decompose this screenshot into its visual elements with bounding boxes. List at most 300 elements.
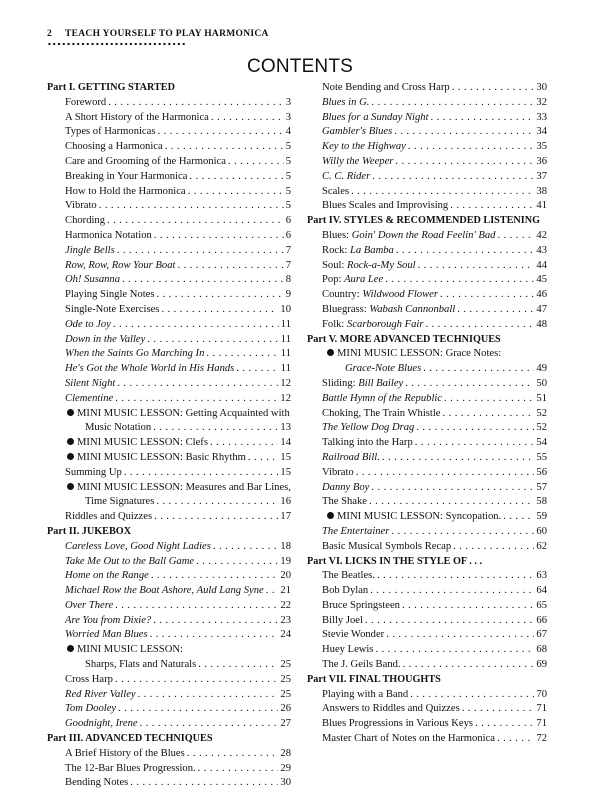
dot-leader: [394, 125, 534, 140]
entry-title: [322, 125, 392, 140]
page-ref: 69: [536, 659, 547, 671]
entry-title: [65, 347, 204, 362]
entry-title: [322, 318, 423, 333]
toc-entry[interactable]: [47, 407, 291, 422]
entry-italic-title: Rock-a-My Soul: [347, 259, 416, 271]
entry-title: [322, 140, 406, 155]
page-ref: 19: [280, 555, 291, 567]
page-ref: 10: [280, 303, 291, 315]
entry-text: Breaking in Your Harmonica: [65, 170, 188, 182]
page-ref: 12: [280, 377, 291, 389]
entry-text: Vibrato: [322, 466, 354, 478]
entry-italic-title: Clementine: [65, 392, 114, 404]
dot-leader: [165, 140, 284, 155]
dot-leader: [248, 451, 278, 466]
dot-leader: [140, 717, 279, 732]
entry-italic-title: Danny Boy: [322, 481, 370, 493]
entry-title: [65, 540, 211, 555]
entry-text: Note Bending and Cross Harp: [322, 82, 450, 93]
dot-leader: [147, 333, 278, 348]
toc-entry[interactable]: [307, 466, 547, 481]
toc-entry[interactable]: [307, 273, 547, 288]
page-ref: 42: [536, 229, 547, 241]
running-header: [47, 29, 269, 39]
toc-entry[interactable]: [47, 569, 291, 584]
toc-entry[interactable]: [307, 318, 547, 333]
toc-entry[interactable]: [47, 362, 291, 377]
toc-entry[interactable]: [307, 688, 547, 703]
dot-leader: [503, 510, 534, 525]
toc-entry[interactable]: [307, 481, 547, 496]
entry-title: [65, 555, 194, 570]
dot-leader: [236, 362, 278, 377]
page-ref: 44: [536, 259, 547, 271]
entry-italic-title: Gambler's Blues: [322, 126, 393, 138]
page-ref: 27: [280, 718, 291, 730]
toc-entry[interactable]: [307, 569, 547, 584]
entry-title: [322, 599, 400, 614]
page-ref: 15: [280, 466, 291, 478]
entry-title: [65, 259, 175, 274]
entry-title: [322, 732, 495, 747]
dot-leader: [213, 540, 279, 555]
entry-title: [322, 273, 383, 288]
toc-entry[interactable]: [307, 81, 547, 96]
dot-leader: [440, 288, 534, 303]
toc-entry[interactable]: [47, 214, 291, 229]
dot-leader: [153, 421, 278, 436]
entry-text: Sliding:: [322, 377, 359, 389]
entry-title: [345, 362, 421, 377]
entry-title: [322, 96, 369, 111]
page-ref: 48: [536, 318, 547, 330]
dot-leader: [371, 96, 534, 111]
dot-leader: [198, 762, 279, 777]
dotted-rule: [47, 42, 187, 46]
entry-italic-title: Battle Hymn of the Republic: [322, 392, 443, 404]
entry-title: [322, 303, 455, 318]
page-ref: 5: [285, 141, 291, 153]
page-ref: 36: [536, 155, 547, 167]
toc-entry[interactable]: [47, 111, 291, 126]
toc-entry[interactable]: [307, 155, 547, 170]
toc-entry[interactable]: [47, 140, 291, 155]
dot-leader: [206, 347, 278, 362]
part-heading: [307, 555, 547, 570]
toc-entry[interactable]: [47, 451, 291, 466]
toc-entry[interactable]: [307, 614, 547, 629]
entry-title: [307, 333, 501, 348]
page-ref: 45: [536, 274, 547, 286]
entry-text: Part VI. LICKS IN THE STYLE OF . . .: [307, 555, 483, 567]
toc-entry[interactable]: [307, 125, 547, 140]
toc-entry[interactable]: [47, 702, 291, 717]
entry-italic-title: Willy the Weeper: [322, 155, 394, 167]
entry-italic-title: He's Got the Whole World in His Hands: [65, 363, 235, 375]
page-ref: 4: [285, 126, 291, 138]
entry-title: [65, 96, 106, 111]
entry-italic-title: When the Saints Go Marching In: [65, 348, 205, 360]
toc-entry[interactable]: [47, 259, 291, 274]
toc-entry[interactable]: [47, 628, 291, 643]
entry-text: Music Notation: [85, 422, 152, 434]
toc-entry[interactable]: [307, 96, 547, 111]
page-ref: 52: [536, 407, 547, 419]
entry-text: Blues Scales and Improvising: [322, 200, 449, 212]
entry-italic-title: Silent Night: [65, 377, 116, 389]
toc-entry[interactable]: [47, 244, 291, 259]
page-ref: 71: [536, 718, 547, 730]
page-ref: 67: [536, 629, 547, 641]
toc-entry[interactable]: [47, 185, 291, 200]
entry-title: [47, 732, 212, 747]
toc-entry[interactable]: [47, 466, 291, 481]
entry-title: [322, 584, 368, 599]
entry-title: [322, 111, 429, 126]
entry-title: [322, 81, 450, 96]
toc-entry[interactable]: [307, 199, 547, 214]
page-title: CONTENTS: [246, 56, 354, 77]
entry-italic-title: C. C. Rider: [322, 170, 371, 182]
entry-title: [65, 466, 122, 481]
toc-entry[interactable]: [47, 747, 291, 762]
toc-entry[interactable]: [47, 288, 291, 303]
entry-text: The J. Geils Band.: [322, 659, 401, 671]
dot-leader: [198, 658, 278, 673]
toc-entry[interactable]: [47, 762, 291, 777]
dot-leader: [391, 525, 534, 540]
toc-entry[interactable]: [47, 392, 291, 407]
entry-title: [65, 303, 159, 318]
entry-title: [65, 140, 163, 155]
dot-leader: [117, 244, 284, 259]
page-ref: 6: [285, 229, 291, 241]
page-ref: 60: [536, 525, 547, 537]
page-ref: 30: [280, 777, 291, 789]
toc-entry[interactable]: [47, 318, 291, 333]
toc-entry[interactable]: [47, 599, 291, 614]
toc-entry[interactable]: [307, 628, 547, 643]
toc-entry[interactable]: [47, 155, 291, 170]
entry-title: [65, 185, 186, 200]
entry-text: Time Signatures: [85, 496, 155, 508]
entry-title: [322, 229, 495, 244]
page-ref: 16: [280, 496, 291, 508]
toc-entry[interactable]: [307, 643, 547, 658]
entry-text: MINI MUSIC LESSON: Grace Notes:: [337, 348, 502, 360]
dot-leader: [117, 377, 278, 392]
entry-title: [327, 510, 501, 525]
page-ref: 5: [285, 170, 291, 182]
dot-leader: [107, 214, 284, 229]
page-ref: 15: [280, 451, 291, 463]
entry-italic-title: Wabash Cannonball: [369, 303, 456, 315]
toc-entry[interactable]: [307, 407, 547, 422]
entry-title: [322, 288, 438, 303]
entry-text: Part V. MORE ADVANCED TECHNIQUES: [307, 333, 501, 345]
toc-entry[interactable]: [307, 421, 547, 436]
entry-title: [322, 377, 403, 392]
page-ref: 12: [280, 392, 291, 404]
entry-title: [67, 436, 208, 451]
toc-entry[interactable]: [307, 599, 547, 614]
entry-italic-title: Goodnight, Irene: [65, 718, 138, 730]
dot-leader: [444, 392, 534, 407]
entry-title: [65, 702, 116, 717]
entry-text: Stevie Wonder: [322, 629, 385, 641]
entry-title: [322, 628, 384, 643]
entry-text: MINI MUSIC LESSON: Clefs: [77, 437, 208, 449]
page-ref: 7: [285, 259, 291, 271]
dot-leader: [497, 732, 534, 747]
page-ref: 46: [536, 289, 547, 301]
entry-text: The 12-Bar Blues Progression.: [65, 762, 196, 774]
toc-entry[interactable]: [47, 377, 291, 392]
entry-text: Master Chart of Notes on the Harmonica: [322, 733, 495, 745]
entry-title: [322, 199, 448, 214]
toc-entry[interactable]: [47, 333, 291, 348]
toc-entry[interactable]: [307, 362, 547, 377]
entry-italic-title: Blues for a Sunday Night: [322, 111, 429, 123]
toc-entry[interactable]: [47, 421, 291, 436]
toc-entry[interactable]: [307, 229, 547, 244]
part-heading: [47, 81, 291, 96]
dot-leader: [351, 185, 534, 200]
entry-text: Pop:: [322, 274, 345, 286]
toc-entry[interactable]: [307, 540, 547, 555]
page-ref: 25: [280, 673, 291, 685]
entry-text: A Brief History of the Blues: [65, 747, 185, 759]
entry-title: [322, 155, 393, 170]
entry-text: Part III. ADVANCED TECHNIQUES: [47, 733, 213, 745]
entry-text: MINI MUSIC LESSON: Measures and Bar Lines,: [77, 481, 291, 493]
toc-entry[interactable]: [307, 510, 547, 525]
page-ref: 11: [280, 348, 291, 360]
dot-leader: [382, 451, 535, 466]
entry-title: [85, 658, 196, 673]
part-heading: [307, 333, 547, 348]
dot-leader: [211, 111, 284, 126]
toc-entry[interactable]: [307, 259, 547, 274]
entry-italic-title: Goin' Down the Road Feelin' Bad: [351, 229, 496, 241]
bullet-icon: [67, 453, 74, 460]
dot-leader: [403, 658, 535, 673]
entry-italic-title: Blues in G.: [322, 96, 370, 108]
entry-title: [322, 259, 416, 274]
toc-entry[interactable]: [47, 125, 291, 140]
toc-entry[interactable]: [47, 688, 291, 703]
dot-leader: [115, 599, 278, 614]
entry-title: [65, 510, 152, 525]
entry-text: Bruce Springsteen: [322, 599, 400, 611]
entry-italic-title: Down in the Valley: [65, 333, 146, 345]
toc-entry[interactable]: [47, 199, 291, 214]
entry-italic-title: Railroad Bill.: [322, 451, 380, 463]
toc-entry[interactable]: [47, 481, 291, 496]
part-heading: [307, 214, 547, 229]
toc-entry[interactable]: [307, 732, 547, 747]
page-ref: 55: [536, 451, 547, 463]
entry-italic-title: Ode to Joy: [65, 318, 111, 330]
entry-title: [65, 199, 97, 214]
dot-leader: [462, 702, 535, 717]
toc-entry[interactable]: [307, 288, 547, 303]
toc-entry[interactable]: [47, 717, 291, 732]
entry-title: [67, 451, 246, 466]
entry-text: Sharps, Flats and Naturals: [85, 659, 197, 671]
toc-entry[interactable]: [307, 170, 547, 185]
entry-title: [322, 407, 441, 422]
page-ref: 5: [285, 200, 291, 212]
dot-leader: [452, 81, 535, 96]
toc-entry[interactable]: [307, 244, 547, 259]
page-ref: 43: [536, 244, 547, 256]
toc-entry[interactable]: [47, 584, 291, 599]
entry-text: Basic Musical Symbols Recap: [322, 540, 452, 552]
entry-italic-title: The Yellow Dog Drag: [322, 422, 415, 434]
toc-entry[interactable]: [47, 540, 291, 555]
toc-entry[interactable]: [307, 392, 547, 407]
dot-leader: [450, 199, 534, 214]
entry-title: [307, 214, 540, 229]
page-ref: 11: [280, 318, 291, 330]
page-ref: 71: [536, 703, 547, 715]
toc-entry[interactable]: [47, 436, 291, 451]
toc-entry[interactable]: [307, 525, 547, 540]
page-ref: 68: [536, 644, 547, 656]
dot-leader: [124, 466, 279, 481]
entry-title: [65, 673, 113, 688]
entry-text: Choking, The Train Whistle: [322, 407, 441, 419]
dot-leader: [157, 125, 283, 140]
page-ref: 63: [536, 570, 547, 582]
entry-title: [322, 244, 394, 259]
part-heading: [307, 673, 547, 688]
entry-italic-title: Tom Dooley: [65, 703, 117, 715]
entry-italic-title: Take Me Out to the Ball Game: [65, 555, 195, 567]
entry-title: [307, 673, 441, 688]
entry-text: The Beatles.: [322, 570, 375, 582]
toc-entry[interactable]: [47, 96, 291, 111]
toc-entry[interactable]: [307, 495, 547, 510]
page-ref: 64: [536, 585, 547, 597]
dot-leader: [396, 244, 535, 259]
toc-entry[interactable]: [307, 717, 547, 732]
toc-entry[interactable]: [47, 303, 291, 318]
entry-text: Blues:: [322, 229, 352, 241]
toc-entry[interactable]: [47, 555, 291, 570]
toc-entry[interactable]: [47, 273, 291, 288]
entry-text: Bob Dylan: [322, 585, 369, 597]
entry-title: [67, 643, 183, 658]
page-ref: 26: [280, 703, 291, 715]
toc-entry[interactable]: [307, 436, 547, 451]
toc-entry[interactable]: [47, 347, 291, 362]
entry-title: [65, 377, 115, 392]
entry-title: [65, 229, 152, 244]
toc-entry[interactable]: [47, 643, 291, 658]
page-ref: 23: [280, 614, 291, 626]
toc-entry[interactable]: [47, 673, 291, 688]
entry-italic-title: Over There: [65, 599, 114, 611]
entry-text: Playing Single Notes: [65, 289, 155, 301]
entry-italic-title: Wildwood Flower: [362, 289, 438, 301]
entry-italic-title: Aura Lee: [344, 274, 384, 286]
toc-entry[interactable]: [307, 140, 547, 155]
page-ref: 11: [280, 363, 291, 375]
dot-leader: [457, 303, 534, 318]
dot-leader: [188, 185, 284, 200]
toc-entry[interactable]: [307, 451, 547, 466]
entry-text: Part II. JUKEBOX: [47, 525, 132, 537]
entry-italic-title: La Bamba: [349, 244, 394, 256]
toc-entry[interactable]: [47, 510, 291, 525]
page-ref: 62: [536, 540, 547, 552]
entry-text: Part I. GETTING STARTED: [47, 82, 175, 93]
entry-text: Rock:: [322, 244, 350, 256]
entry-italic-title: Home on the Range: [65, 570, 149, 582]
entry-title: [65, 333, 145, 348]
toc-entry[interactable]: [47, 170, 291, 185]
page-ref: 49: [536, 363, 547, 375]
page-ref: 72: [536, 733, 547, 745]
toc-entry[interactable]: [307, 658, 547, 673]
dot-leader: [122, 273, 284, 288]
toc-entry[interactable]: [307, 185, 547, 200]
toc-entry[interactable]: [307, 111, 547, 126]
entry-text: Blues Progressions in Various Keys: [322, 718, 474, 730]
toc-entry[interactable]: [47, 658, 291, 673]
page-ref: 37: [536, 170, 547, 182]
toc-entry[interactable]: [307, 702, 547, 717]
toc-entry[interactable]: [47, 229, 291, 244]
entry-text: The Shake: [322, 496, 368, 508]
entry-title: [65, 244, 115, 259]
dot-leader: [154, 510, 278, 525]
page-ref: 6: [285, 215, 291, 227]
entry-text: MINI MUSIC LESSON:: [77, 644, 183, 656]
page-ref: 66: [536, 614, 547, 626]
dot-leader: [118, 702, 278, 717]
toc-entry[interactable]: [47, 614, 291, 629]
dot-leader: [475, 717, 534, 732]
toc-entry[interactable]: [47, 495, 291, 510]
toc-entry[interactable]: [307, 377, 547, 392]
toc-entry[interactable]: [307, 303, 547, 318]
entry-title: [322, 481, 369, 496]
toc-entry[interactable]: [307, 584, 547, 599]
entry-title: [322, 702, 460, 717]
entry-italic-title: Worried Man Blues: [65, 629, 148, 641]
dot-leader: [377, 569, 534, 584]
dot-leader: [431, 111, 535, 126]
page-ref: 25: [280, 688, 291, 700]
entry-italic-title: Bill Bailey: [358, 377, 404, 389]
dot-leader: [108, 96, 284, 111]
dot-leader: [497, 229, 534, 244]
page-ref: 35: [536, 141, 547, 153]
page-ref: 47: [536, 303, 547, 315]
entry-title: [322, 421, 414, 436]
toc-right-column: [307, 81, 547, 747]
toc-entry[interactable]: [47, 776, 291, 791]
entry-title: [65, 628, 148, 643]
page-ref: 22: [280, 599, 291, 611]
entry-title: [322, 451, 380, 466]
dot-leader: [154, 229, 284, 244]
dot-leader: [395, 155, 534, 170]
toc-entry[interactable]: [307, 347, 547, 362]
